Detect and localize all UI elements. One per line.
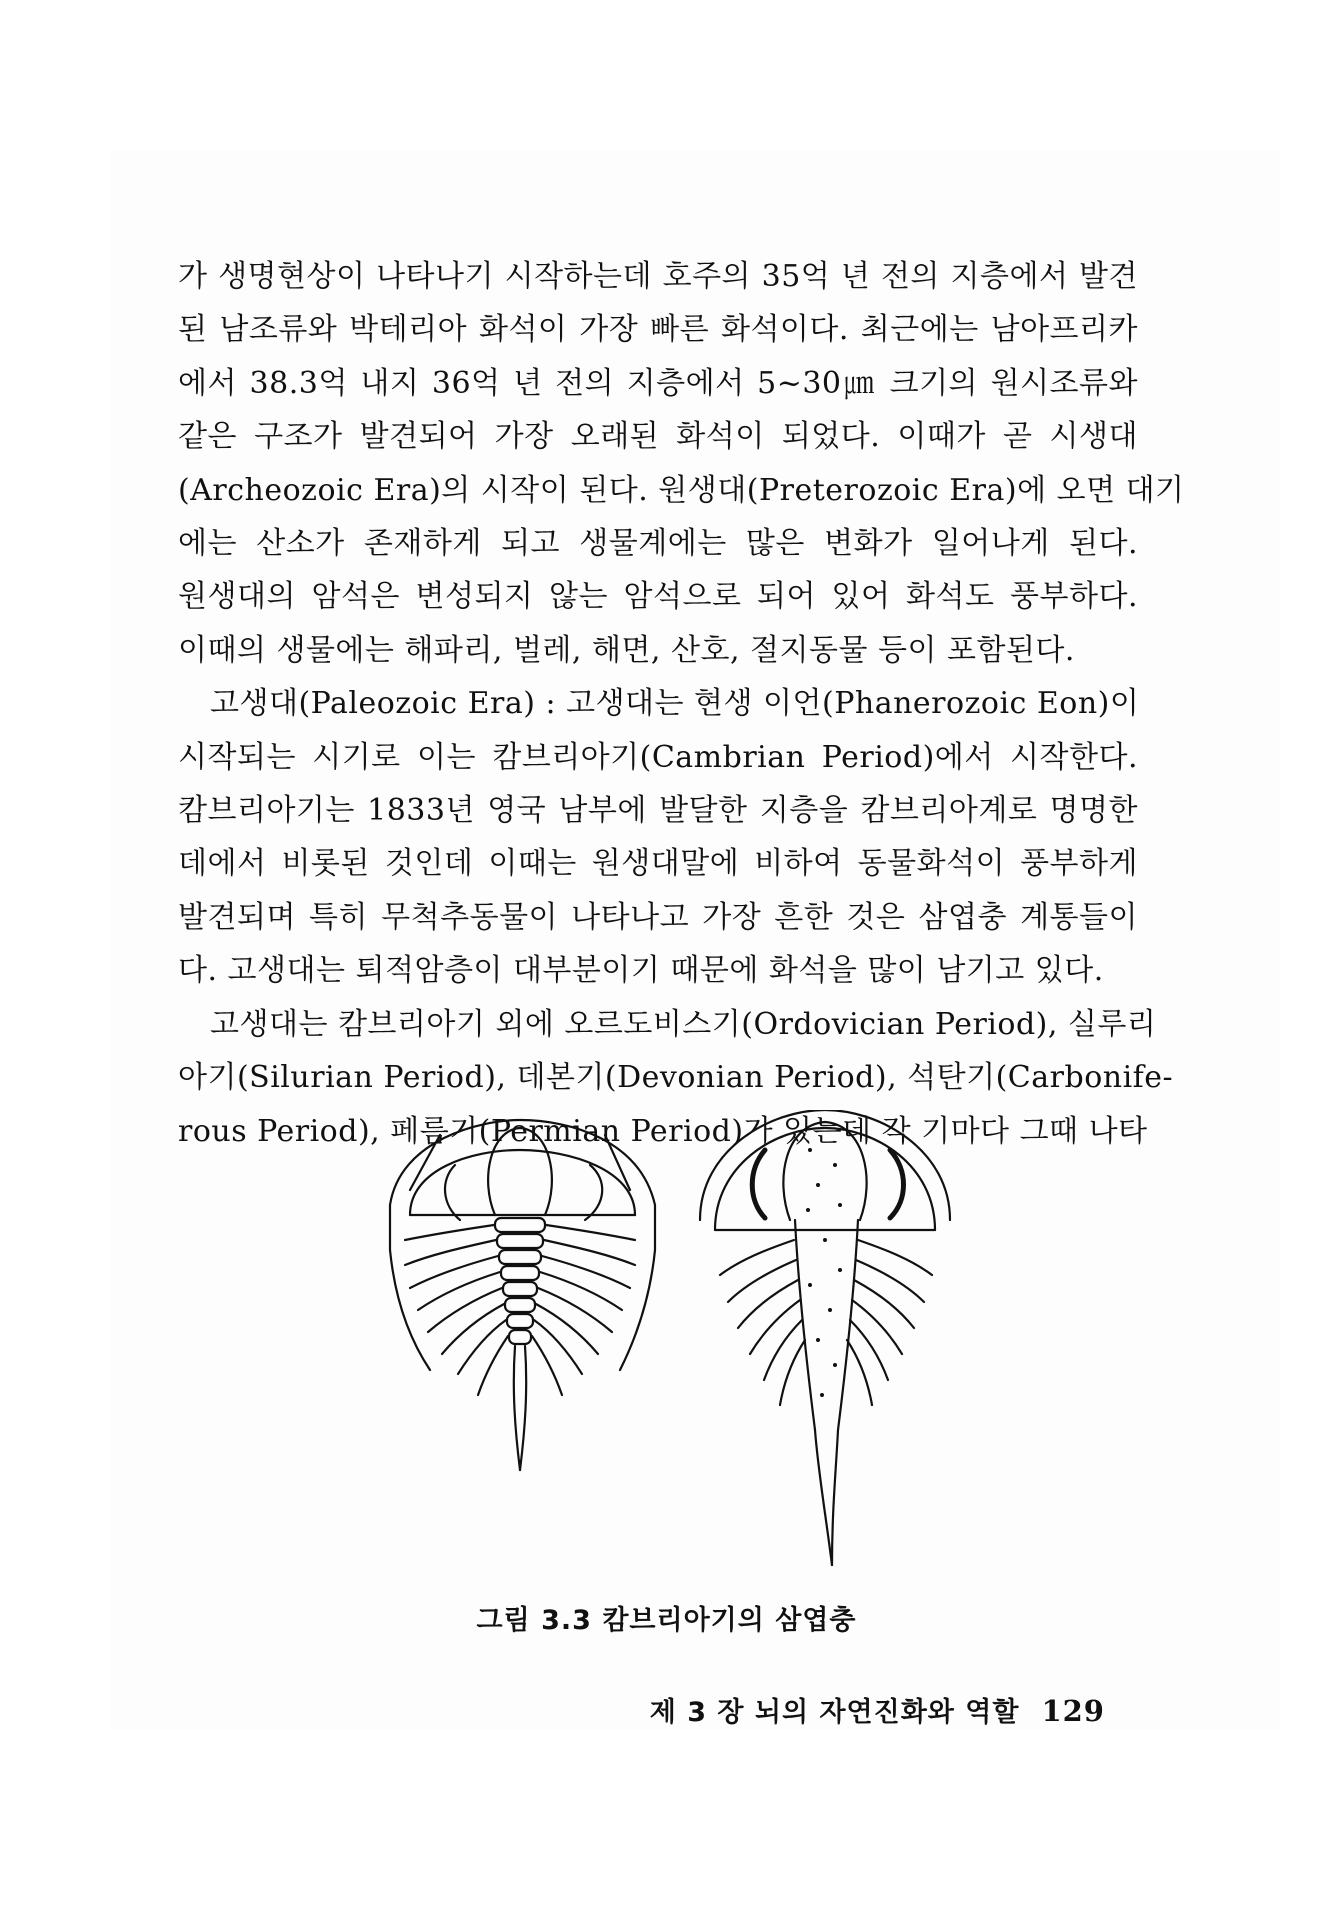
text-line: (Archeozoic Era)의 시작이 된다. 원생대(Preterozoic Era)에 오면 대기 [178,472,1185,508]
text-line: 같은 구조가 발견되어 가장 오래된 화석이 되었다. 이때가 곧 시생대 [178,419,1138,455]
text-line: 가 생명현상이 나타나기 시작하는데 호주의 35억 년 전의 지층에서 발견 [178,259,1138,294]
text-line: 다. 고생대는 퇴적암층이 대부분이기 때문에 화석을 많이 남기고 있다. [178,953,1104,989]
text-line: 고생대는 캄브리아기 외에 오르도비스기(Ordovician Period), 실루리 [210,1006,1157,1042]
text-line: 캄브리아기는 1833년 영국 남부에 발달한 지층을 캄브리아계로 명명한 [178,793,1138,829]
text-line: rous Period), 페름기(Permian Period)가 있는데 각 기마다 그때 나타 [178,1113,1148,1149]
text-line: 발견되며 특히 무척추동물이 나타나고 가장 흔한 것은 삼엽충 계통들이 [178,899,1138,935]
running-footer [650,1690,1105,1729]
text-line: 시작되는 시기로 이는 캄브리아기(Cambrian Period)에서 시작한다. [178,739,1138,775]
text-line: 에는 산소가 존재하게 되고 생물계에는 많은 변화가 일어나게 된다. [178,526,1138,562]
trilobite-left-drawing [390,1120,655,1470]
text-line: 에서 38.3억 내지 36억 년 전의 지층에서 5~30㎛ 크기의 원시조류와 [178,365,1138,401]
trilobite-figure [370,1110,990,1580]
text-line: 원생대의 암석은 변성되지 않는 암석으로 되어 있어 화석도 풍부하다. [178,579,1138,615]
text-line: 데에서 비롯된 것인데 이때는 원생대말에 비하여 동물화석이 풍부하게 [178,846,1138,882]
chapter-title: 제 3 장 뇌의 자연진화와 역할 [649,1697,1020,1728]
text-line: 고생대(Paleozoic Era) : 고생대는 현생 이언(Phanerozoic Eon)이 [210,686,1140,722]
text-line: 이때의 생물에는 해파리, 벌레, 해면, 산호, 절지동물 등이 포함된다. [178,632,1075,668]
trilobite-right-drawing [700,1110,950,1565]
page-number: 129 [1041,1694,1105,1728]
text-line: 아기(Silurian Period), 데본기(Devonian Period), 석탄기(Carbonife- [178,1060,1174,1096]
figure-caption: 그림 3.3 캄브리아기의 삼엽충 [476,1605,857,1636]
text-line: 된 남조류와 박테리아 화석이 가장 빠른 화석이다. 최근에는 남아프리카 [178,312,1138,348]
body-text [178,250,1185,1158]
